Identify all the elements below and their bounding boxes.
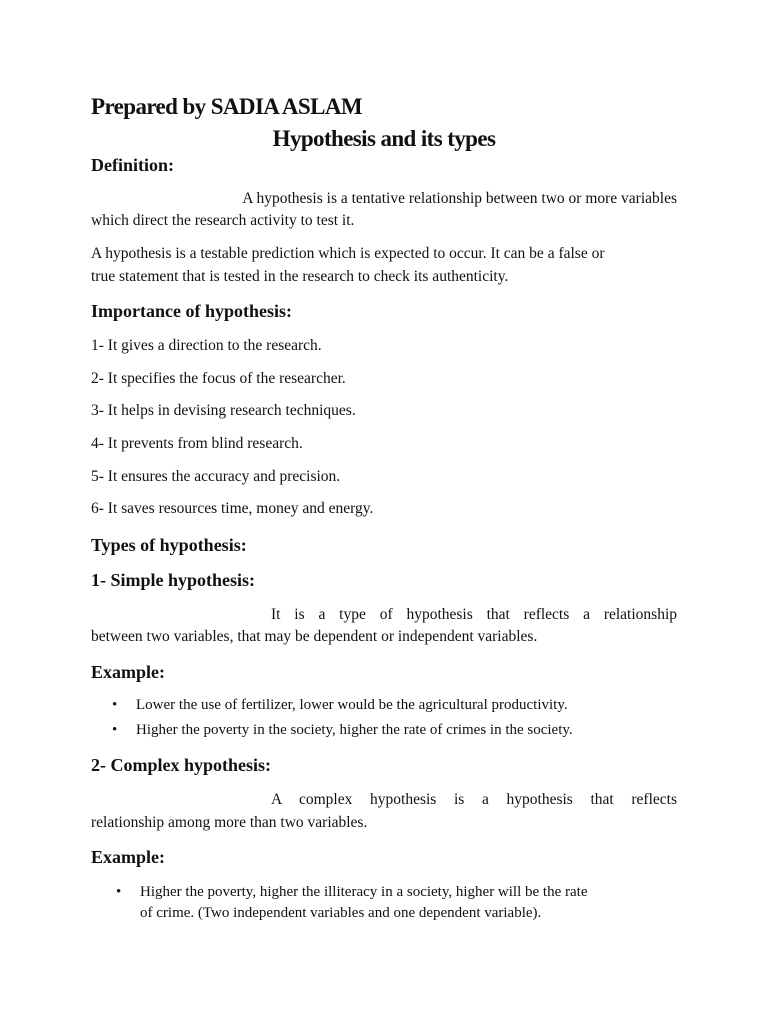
simple-example-item: • Higher the poverty in the society, higher the rate of crimes in the society. — [136, 722, 573, 739]
simple-hypothesis-line2: between two variables, that may be dependent or independent variables. — [91, 628, 538, 645]
document-title: Hypothesis and its types — [272, 126, 496, 151]
definition-para1-line2: which direct the research activity to test it. — [91, 212, 355, 229]
importance-item: 2- It specifies the focus of the researcher. — [91, 370, 346, 387]
simple-hypothesis-heading: 1- Simple hypothesis: — [91, 570, 256, 590]
importance-item: 6- It saves resources time, money and energy. — [91, 500, 374, 517]
complex-hypothesis-line1: A complex hypothesis is a hypothesis that reflects — [271, 791, 677, 808]
simple-example-heading: Example: — [91, 662, 165, 682]
importance-item: 4- It prevents from blind research. — [91, 435, 303, 452]
definition-para2-line1: A hypothesis is a testable prediction which is expected to occur. It can be a false or — [91, 245, 605, 262]
prepared-by: Prepared by SADIA ASLAM — [91, 94, 362, 119]
definition-para2-line2: true statement that is tested in the research to check its authenticity. — [91, 268, 509, 285]
importance-item: 5- It ensures the accuracy and precision. — [91, 468, 341, 485]
simple-example-item: • Lower the use of fertilizer, lower would be the agricultural productivity. — [136, 697, 568, 714]
complex-hypothesis-line2: relationship among more than two variables. — [91, 814, 368, 831]
types-heading: Types of hypothesis: — [91, 535, 247, 555]
importance-heading: Importance of hypothesis: — [91, 301, 292, 321]
complex-example-line2: of crime. (Two independent variables and one dependent variable). — [140, 905, 542, 921]
definition-para1-line1: A hypothesis is a tentative relationship between two or more variables — [242, 190, 677, 207]
importance-item: 1- It gives a direction to the research. — [91, 337, 322, 354]
complex-hypothesis-heading: 2- Complex hypothesis: — [91, 755, 272, 775]
complex-example-heading: Example: — [91, 847, 165, 867]
simple-hypothesis-line1: It is a type of hypothesis that reflects a relationship — [271, 606, 677, 623]
definition-heading: Definition: — [91, 155, 174, 175]
importance-item: 3- It helps in devising research techniques. — [91, 402, 356, 419]
complex-example-line1: • Higher the poverty, higher the illiteracy in a society, higher will be the rate — [140, 884, 588, 900]
complex-example-item — [140, 884, 587, 922]
